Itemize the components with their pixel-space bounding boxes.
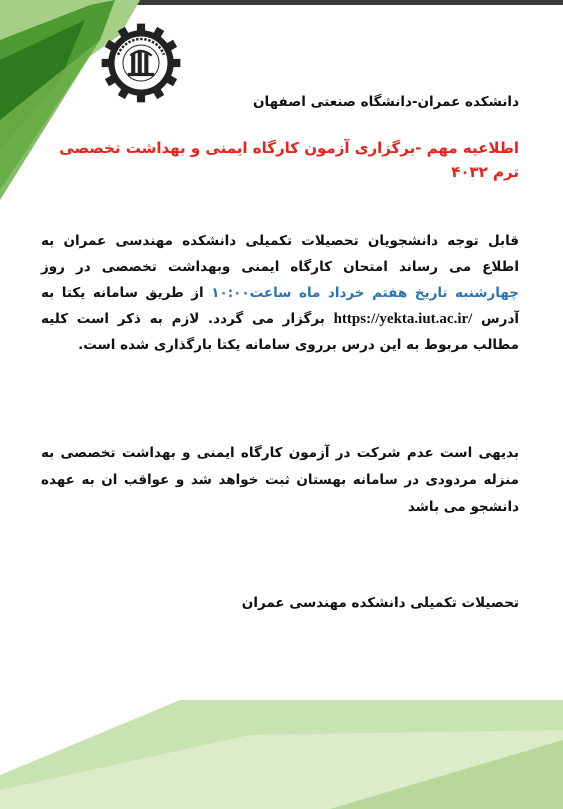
signature-line: تحصیلات تکمیلی دانشکده مهندسی عمران bbox=[241, 595, 519, 611]
announcement-headline bbox=[39, 136, 519, 184]
announcement-paragraph-1 bbox=[41, 228, 519, 358]
exam-date-time: چهارشنبه تاریخ هفتم خرداد ماه ساعت۱۰:۰۰ bbox=[211, 285, 519, 301]
headline-line-1: اطلاعیه مهم -برگزاری آزمون کارگاه ایمنی و بهداشت تخصصی bbox=[59, 139, 519, 157]
paragraph-1-part-1: قابل توجه دانشجویان تحصیلات تکمیلی دانشکده مهندسی عمران به اطلاع می رساند امتحان کارگاه ایمنی وبهداشت تخصصی در روز bbox=[41, 233, 519, 275]
faculty-heading: دانشکده عمران-دانشگاه صنعتی اصفهان bbox=[253, 94, 519, 110]
yekta-url-link[interactable]: https://yekta.iut.ac.ir/ bbox=[333, 311, 473, 327]
announcement-paragraph-2: بدیهی است عدم شرکت در آزمون کارگاه ایمنی و بهداشت تخصصی به منزله مردودی در سامانه بهستان ثبت خواهد شد و عواقب ان به عهده دانشجو می باشد bbox=[41, 445, 519, 515]
paragraph-1-part-2: از طریق سامانه یکتا به آدرس bbox=[41, 285, 520, 327]
headline-line-2: ترم ۴۰۳۲ bbox=[451, 163, 519, 181]
paragraph-1-part-3: برگزار می گردد. لازم به ذکر است کلیه مطالب مربوط به این درس برروی سامانه یکتا بارگذاری شده است. bbox=[41, 311, 519, 353]
university-logo bbox=[100, 22, 182, 104]
